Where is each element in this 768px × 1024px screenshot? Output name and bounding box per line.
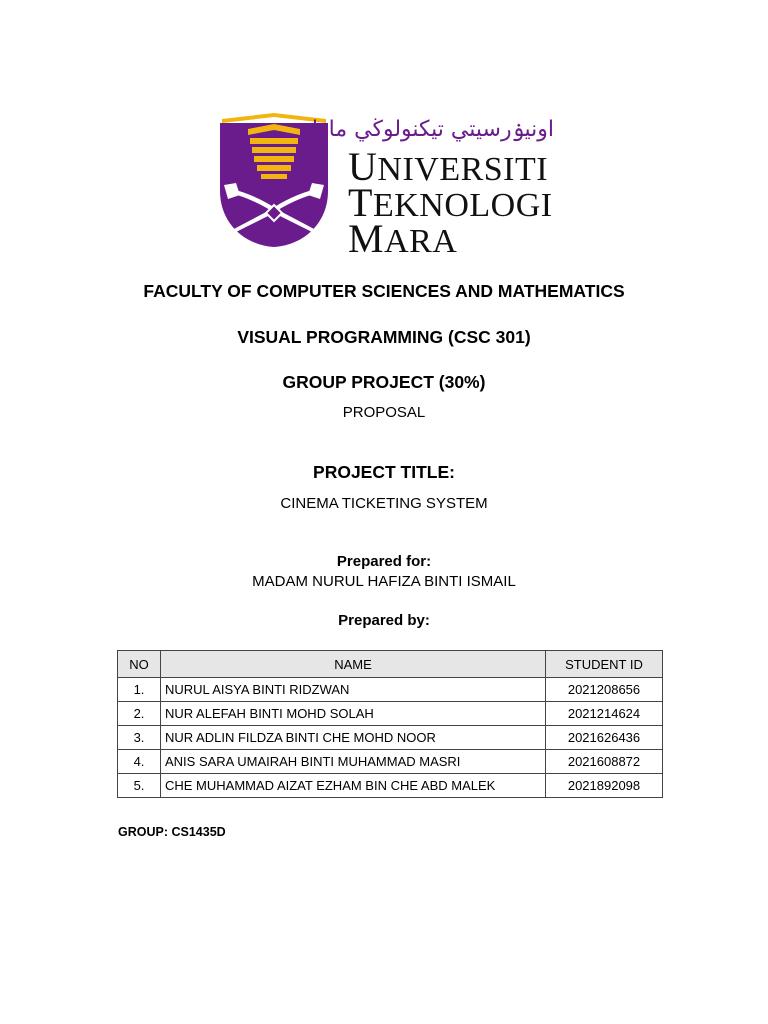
cell-no: 3. — [118, 726, 161, 750]
table-header-row — [118, 651, 663, 678]
cell-name: CHE MUHAMMAD AIZAT EZHAM BIN CHE ABD MALEK — [161, 774, 546, 798]
cell-no: 4. — [118, 750, 161, 774]
cell-no: 1. — [118, 678, 161, 702]
prepared-by-label: Prepared by: — [338, 612, 430, 629]
table-row — [118, 750, 663, 774]
uitm-logo — [214, 110, 554, 261]
document-type: PROPOSAL — [342, 404, 426, 421]
cell-name: NUR ALEFAH BINTI MOHD SOLAH — [161, 702, 546, 726]
table-row — [118, 702, 663, 726]
table-row — [118, 774, 663, 798]
uitm-jawi-wordmark: اونيۏرسيتي تيكنولوڬي مارا — [311, 117, 554, 142]
header-student-id: STUDENT ID — [546, 651, 663, 678]
cell-student-id: 2021626436 — [546, 726, 663, 750]
cell-student-id: 2021608872 — [546, 750, 663, 774]
cell-name: ANIS SARA UMAIRAH BINTI MUHAMMAD MASRI — [161, 750, 546, 774]
cell-no: 5. — [118, 774, 161, 798]
prepared-for-name: MADAM NURUL HAFIZA BINTI ISMAIL — [252, 573, 516, 590]
members-table — [117, 650, 663, 798]
uitm-wordmark — [348, 144, 558, 261]
table-row — [118, 726, 663, 750]
wordmark-line-1: UNIVERSITI — [348, 144, 549, 189]
cell-no: 2. — [118, 702, 161, 726]
project-title: CINEMA TICKETING SYSTEM — [280, 495, 488, 512]
cell-student-id: 2021208656 — [546, 678, 663, 702]
course-title: VISUAL PROGRAMMING (CSC 301) — [237, 327, 531, 347]
header-name: NAME — [161, 651, 546, 678]
wordmark-line-2: TEKNOLOGI — [348, 180, 553, 225]
cell-name: NUR ADLIN FILDZA BINTI CHE MOHD NOOR — [161, 726, 546, 750]
cell-student-id: 2021892098 — [546, 774, 663, 798]
group-code: GROUP: CS1435D — [118, 825, 226, 839]
table-row — [118, 678, 663, 702]
prepared-for-label: Prepared for: — [336, 553, 432, 570]
header-no: NO — [118, 651, 161, 678]
wordmark-line-3: MARA — [348, 216, 458, 261]
project-title-label: PROJECT TITLE: — [313, 462, 455, 482]
assessment-title: GROUP PROJECT (30%) — [282, 372, 486, 392]
cell-name: NURUL AISYA BINTI RIDZWAN — [161, 678, 546, 702]
cell-student-id: 2021214624 — [546, 702, 663, 726]
faculty-title: FACULTY OF COMPUTER SCIENCES AND MATHEMATICS — [143, 281, 625, 301]
